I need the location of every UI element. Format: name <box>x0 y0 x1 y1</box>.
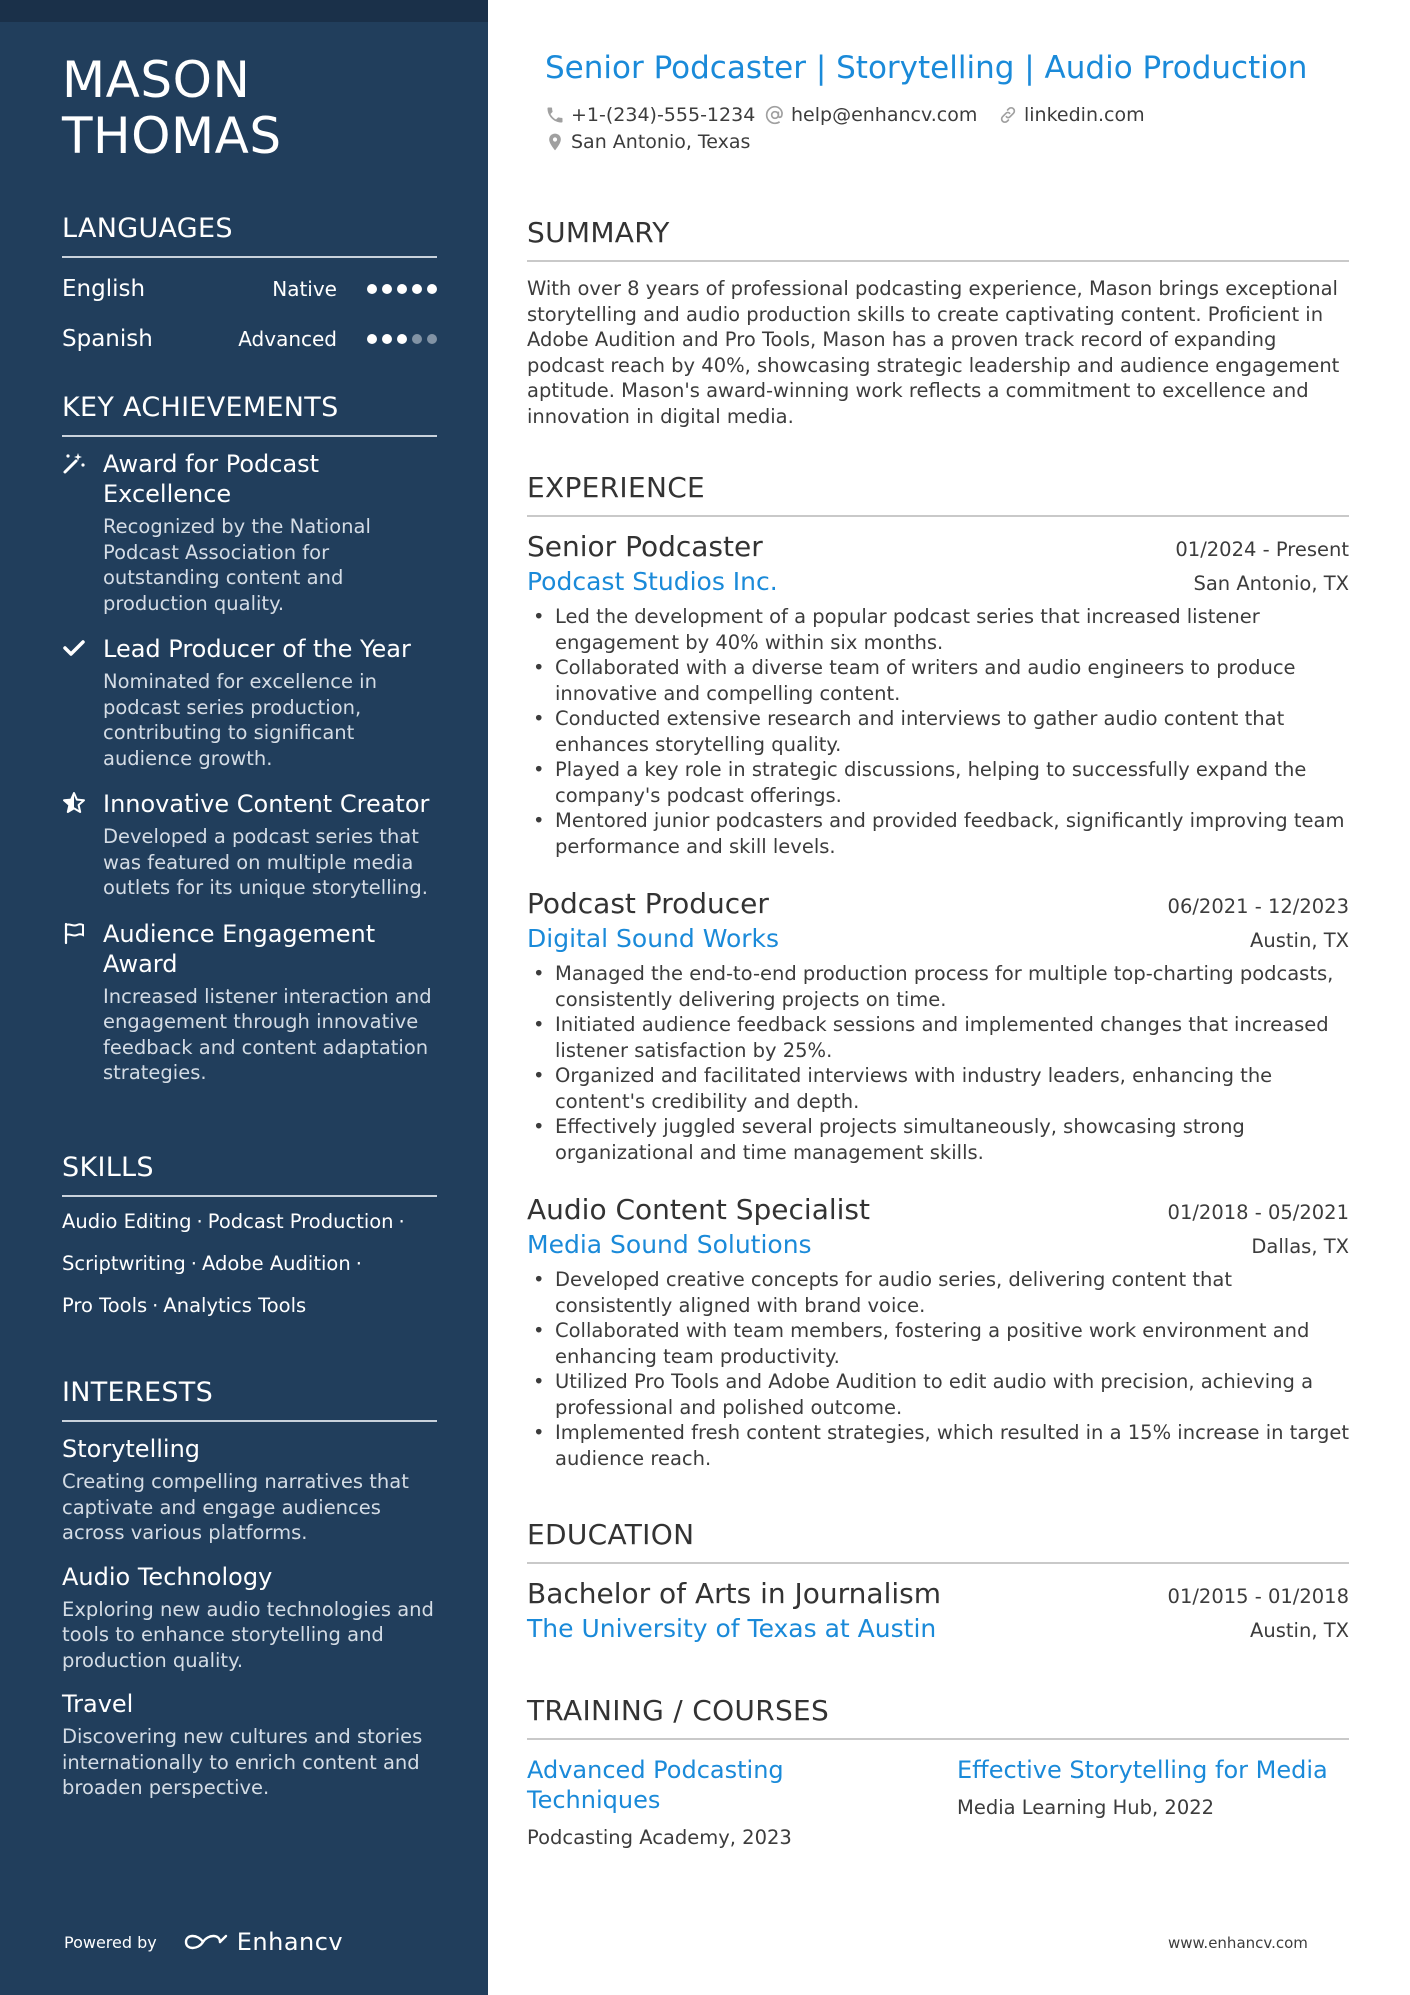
contact-email[interactable] <box>765 104 977 126</box>
company-name[interactable]: Podcast Studios Inc. <box>527 567 778 596</box>
star-icon <box>62 791 86 815</box>
job-entry <box>527 529 1349 859</box>
job-entry <box>527 1192 1349 1471</box>
language-name: Spanish <box>62 326 153 352</box>
skill-tag: Adobe Audition <box>201 1252 351 1275</box>
bullet-item: • Effectively juggled several projects simultaneously, showcasing strong organizational and time management skills. <box>527 1114 1349 1165</box>
school-name[interactable]: The University of Texas at Austin <box>527 1614 937 1643</box>
last-name: THOMAS <box>62 107 282 165</box>
language-name: English <box>62 276 146 302</box>
achievement-item <box>62 789 437 901</box>
skill-separator: · <box>196 1210 203 1233</box>
languages-title: LANGUAGES <box>62 212 437 258</box>
job-entry <box>527 886 1349 1165</box>
achievement-desc: Increased listener interaction and engagement through innovative feedback and content adaptation strategies. <box>103 984 432 1084</box>
bullet-item: • Collaborated with a diverse team of writers and audio engineers to produce innovative and compelling content. <box>527 655 1349 706</box>
at-sign-icon <box>765 105 785 125</box>
summary-section <box>527 216 1349 429</box>
course-title[interactable]: Effective Storytelling for Media <box>957 1756 1328 1784</box>
bullet-item: • Implemented fresh content strategies, which resulted in a 15% increase in target audience reach. <box>527 1420 1349 1471</box>
interests-section <box>62 1376 437 1801</box>
training-section <box>527 1694 1349 1740</box>
bullet-item: • Developed creative concepts for audio series, delivering content that consistently aligned with brand voice. <box>527 1267 1349 1318</box>
bullet-item: • Organized and facilitated interviews with industry leaders, enhancing the content's credibility and depth. <box>527 1063 1349 1114</box>
contact-linkedin[interactable] <box>998 104 1145 126</box>
job-title: Podcast Producer <box>527 887 769 920</box>
interest-item <box>62 1689 437 1801</box>
flag-icon <box>62 921 86 945</box>
experience-title: EXPERIENCE <box>527 471 1349 517</box>
magic-wand-icon <box>62 451 86 475</box>
company-name[interactable]: Media Sound Solutions <box>527 1230 812 1259</box>
course-item <box>527 1755 907 1851</box>
rating-dot <box>412 284 422 294</box>
bullet-item: • Conducted extensive research and interviews to gather audio content that enhances storytelling quality. <box>527 706 1349 757</box>
powered-by[interactable] <box>64 1928 343 1956</box>
achievement-title: Audience Engagement Award <box>103 919 376 978</box>
skills-title: SKILLS <box>62 1151 437 1197</box>
education-title: EDUCATION <box>527 1518 1349 1564</box>
skill-tag: Analytics Tools <box>163 1294 307 1317</box>
bullet-item: • Initiated audience feedback sessions and implemented changes that increased listener satisfaction by 25%. <box>527 1012 1349 1063</box>
job-dates: 01/2018 - 05/2021 <box>1167 1201 1349 1224</box>
summary-text: With over 8 years of professional podcasting experience, Mason brings exceptional storytelling and audio production skills to create captivating content. Proficient in Adobe Audition and Pro Tools, Mason has a proven track record of expanding podcast reach by 40%, showcasing strategic leadership and audience engagement aptitude. Mason's award-winning work reflects a commitment to excellence and innovation in digital media. <box>527 277 1340 428</box>
interest-title: Audio Technology <box>62 1562 273 1591</box>
company-name[interactable]: Digital Sound Works <box>527 924 780 953</box>
skill-tag: Pro Tools <box>62 1294 148 1317</box>
skill-separator: · <box>355 1252 362 1275</box>
education-entry <box>527 1576 1349 1646</box>
job-location: San Antonio, TX <box>1193 572 1349 595</box>
powered-by-brand: Enhancv <box>236 1928 344 1956</box>
course-provider: Media Learning Hub, 2022 <box>957 1796 1215 1819</box>
language-row <box>62 264 437 314</box>
job-location: Austin, TX <box>1250 929 1349 952</box>
course-provider: Podcasting Academy, 2023 <box>527 1826 792 1849</box>
bullet-item: • Led the development of a popular podcast series that increased listener engagement by 40% within six months. <box>527 604 1349 655</box>
rating-dot <box>382 284 392 294</box>
rating-dot <box>397 334 407 344</box>
education-location: Austin, TX <box>1250 1619 1349 1642</box>
skills-section <box>62 1151 437 1327</box>
training-title: TRAINING / COURSES <box>527 1694 1349 1740</box>
education-section <box>527 1518 1349 1564</box>
achievements-section <box>62 391 437 1086</box>
skill-tag: Scriptwriting <box>62 1252 186 1275</box>
achievement-item <box>62 634 437 771</box>
job-title: Senior Podcaster <box>527 530 763 563</box>
skill-separator: · <box>190 1252 197 1275</box>
job-title: Audio Content Specialist <box>527 1193 870 1226</box>
job-bullets <box>527 961 1349 1165</box>
linkedin-text: linkedin.com <box>1024 104 1145 126</box>
language-row <box>62 314 437 364</box>
languages-section <box>62 212 437 364</box>
rating-dot <box>412 334 422 344</box>
sidebar-top-band <box>0 0 488 22</box>
first-name: MASON <box>62 51 251 109</box>
achievement-item <box>62 449 437 616</box>
job-dates: 01/2024 - Present <box>1175 538 1349 561</box>
skills-line <box>62 1285 437 1327</box>
footer-url[interactable]: www.enhancv.com <box>1168 1934 1308 1952</box>
bullet-item: • Managed the end-to-end production process for multiple top-charting podcasts, consistently delivering projects on time. <box>527 961 1349 1012</box>
phone-text: +1-(234)-555-1234 <box>571 104 756 126</box>
achievement-item <box>62 919 437 1086</box>
achievement-title: Award for Podcast Excellence <box>103 450 320 508</box>
summary-title: SUMMARY <box>527 216 1349 262</box>
bullet-item: • Utilized Pro Tools and Adobe Audition to edit audio with precision, achieving a professional and polished outcome. <box>527 1369 1349 1420</box>
interest-item <box>62 1562 437 1674</box>
enhancv-logo-icon <box>183 1930 229 1954</box>
skills-line <box>62 1243 437 1285</box>
language-level: Advanced <box>238 327 337 351</box>
language-rating <box>367 334 437 344</box>
interest-title: Travel <box>62 1690 134 1718</box>
skill-separator: · <box>398 1210 405 1233</box>
link-icon <box>998 105 1018 125</box>
language-level: Native <box>272 277 337 301</box>
degree: Bachelor of Arts in Journalism <box>527 1577 941 1610</box>
checkmark-icon <box>62 636 86 660</box>
bullet-item: • Mentored junior podcasters and provided feedback, significantly improving team performance and skill levels. <box>527 808 1349 859</box>
achievement-desc: Nominated for excellence in podcast series production, contributing to significant audience growth. <box>103 670 377 770</box>
location-text: San Antonio, Texas <box>571 131 751 153</box>
headline: Senior Podcaster | Storytelling | Audio Production <box>545 50 1308 86</box>
sidebar <box>0 0 488 1995</box>
rating-dot <box>427 284 437 294</box>
rating-dot <box>367 334 377 344</box>
contact-location <box>545 131 750 153</box>
skills-list <box>62 1201 437 1327</box>
achievement-title: Lead Producer of the Year <box>103 635 411 663</box>
job-bullets <box>527 604 1349 859</box>
job-bullets <box>527 1267 1349 1471</box>
phone-icon <box>545 105 565 125</box>
achievement-desc: Recognized by the National Podcast Association for outstanding content and production quality. <box>103 515 371 615</box>
skill-tag: Podcast Production <box>207 1210 394 1233</box>
achievement-title: Innovative Content Creator <box>103 790 430 818</box>
powered-by-label: Powered by <box>64 1932 157 1952</box>
job-dates: 06/2021 - 12/2023 <box>1167 895 1349 918</box>
course-title[interactable]: Advanced Podcasting Techniques <box>527 1756 784 1814</box>
achievement-desc: Developed a podcast series that was featured on multiple media outlets for its unique storytelling. <box>103 825 428 899</box>
interest-desc: Creating compelling narratives that captivate and engage audiences across various platforms. <box>62 1470 409 1544</box>
rating-dot <box>367 284 377 294</box>
interest-desc: Exploring new audio technologies and tools to enhance storytelling and production quality. <box>62 1597 434 1672</box>
email-text: help@enhancv.com <box>791 104 978 126</box>
skill-tag: Audio Editing <box>62 1210 192 1233</box>
achievements-title: KEY ACHIEVEMENTS <box>62 391 437 437</box>
contact-phone[interactable] <box>545 104 755 126</box>
rating-dot <box>427 334 437 344</box>
interest-title: Storytelling <box>62 1435 201 1463</box>
interest-item <box>62 1434 437 1546</box>
interests-title: INTERESTS <box>62 1376 437 1422</box>
interest-desc: Discovering new cultures and stories internationally to enrich content and broaden perspective. <box>62 1725 423 1799</box>
rating-dot <box>397 284 407 294</box>
education-dates: 01/2015 - 01/2018 <box>1167 1585 1349 1608</box>
location-pin-icon <box>545 131 565 153</box>
job-location: Dallas, TX <box>1251 1235 1349 1258</box>
language-rating <box>367 284 437 294</box>
bullet-item: • Played a key role in strategic discussions, helping to successfully expand the company's podcast offerings. <box>527 757 1349 808</box>
bullet-item: • Collaborated with team members, fostering a positive work environment and enhancing team productivity. <box>527 1318 1349 1369</box>
candidate-name <box>62 52 282 164</box>
rating-dot <box>382 334 392 344</box>
skill-separator: · <box>152 1294 159 1317</box>
experience-section <box>527 471 1349 517</box>
course-item <box>957 1755 1349 1821</box>
skills-line <box>62 1201 437 1243</box>
